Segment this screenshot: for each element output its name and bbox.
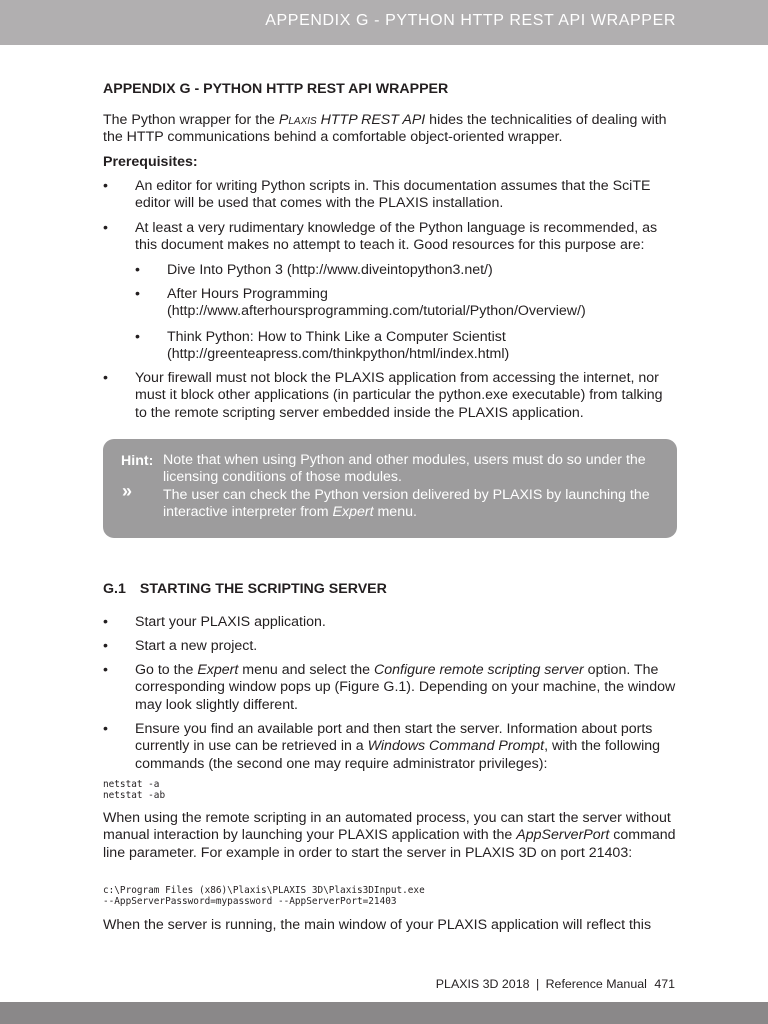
step-start-application: Start your PLAXIS application. — [135, 614, 326, 630]
prereq-item-firewall: Your firewall must not block the PLAXIS application from accessing the internet, nor must it block other applications (in particular the python.exe executable) from talking to the remote scripting server embedded inside the PLAXIS application. — [135, 370, 663, 421]
page-header-bar — [0, 0, 768, 45]
paragraph-server-running: When the server is running, the main window of your PLAXIS application will reflect this — [103, 917, 652, 933]
footer-separator: | — [535, 977, 540, 991]
list-item — [103, 220, 677, 256]
paragraph-app-server-port — [103, 810, 677, 862]
resource-title: Think Python: How to Think Like a Computer Scientist — [167, 329, 506, 345]
hint-text — [163, 452, 668, 522]
code-line: c:\Program Files (x86)\Plaxis\PLAXIS 3D\Plaxis3DInput.exe — [103, 885, 425, 896]
parameter-name: AppServerPort — [516, 827, 610, 844]
running-header-title: APPENDIX G - PYTHON HTTP REST API WRAPPER — [265, 12, 676, 29]
menu-name-expert: Expert — [197, 662, 239, 678]
menu-name-expert: Expert — [332, 504, 374, 521]
step-find-port — [135, 721, 677, 773]
bullet-icon: • — [103, 614, 108, 630]
footer-product: PLAXIS 3D 2018 — [435, 977, 530, 991]
step-text: Go to the — [135, 662, 198, 678]
section-title: STARTING THE SCRIPTING SERVER — [139, 581, 387, 597]
hint-box — [103, 439, 677, 538]
step-text: Ensure you find an available port and then start the server. Information about ports currently in use can be retrieved in a — [135, 721, 653, 755]
hint-label: Hint: — [121, 453, 154, 469]
paragraph-text: When using the remote scripting in an automated process, you can start the server without manual interaction by launching your PLAXIS application with the — [103, 810, 671, 844]
intro-brand: Plaxis — [278, 112, 317, 128]
list-item — [103, 614, 677, 632]
code-line: --AppServerPassword=mypassword --AppServerPort=21403 — [103, 896, 397, 907]
section-heading-g1 — [103, 581, 677, 598]
resource-title: After Hours Programming — [167, 286, 328, 302]
resource-url: (http://www.afterhoursprogramming.com/tutorial/Python/Overview/) — [167, 303, 586, 320]
option-name: Configure remote scripting server — [373, 662, 584, 678]
step-text: , with the following commands (the second one may require administrator privileges): — [135, 738, 661, 772]
intro-api-name: HTTP REST API — [316, 112, 426, 128]
bullet-icon: • — [103, 638, 108, 654]
command-prompt-name: Windows Command Prompt — [367, 738, 545, 755]
resource-url: (http://greenteapress.com/thinkpython/html/index.html) — [167, 346, 510, 363]
list-item — [103, 262, 677, 280]
double-chevron-icon: » — [122, 481, 133, 501]
intro-paragraph — [103, 112, 677, 147]
footer-manual-name: Reference Manual — [545, 977, 647, 991]
bullet-icon: • — [135, 329, 140, 345]
prereq-item-editor: An editor for writing Python scripts in. This documentation assumes that the SciTE editor will be used that comes with the PLAXIS installation. — [135, 178, 651, 212]
bullet-icon: • — [103, 662, 108, 678]
code-block-launch — [103, 885, 677, 907]
resource-think-python — [167, 329, 677, 364]
list-item — [103, 178, 677, 214]
code-line: netstat -ab — [103, 790, 166, 801]
bullet-icon: • — [103, 721, 108, 737]
step-text: menu and select the — [238, 662, 374, 678]
step-text: option. The corresponding window pops up (Figure G.1). Depending on your machine, the window may look slightly different. — [135, 662, 676, 713]
list-item — [103, 329, 677, 365]
prerequisites-heading: Prerequisites: — [103, 154, 198, 170]
hint-line: menu. — [373, 504, 417, 521]
list-item — [103, 662, 677, 716]
list-item — [103, 721, 677, 775]
list-item — [103, 638, 677, 656]
step-new-project: Start a new project. — [135, 638, 258, 654]
resource-after-hours — [167, 286, 677, 321]
intro-text-1: The Python wrapper for the — [103, 112, 279, 128]
bullet-icon: • — [103, 370, 108, 386]
page-number: 471 — [654, 977, 675, 991]
bullet-icon: • — [103, 178, 108, 194]
bullet-icon: • — [103, 220, 108, 236]
prereq-item-python-knowledge: At least a very rudimentary knowledge of the Python language is recommended, as this document makes no attempt to teach it. Good resources for this purpose are: — [135, 220, 658, 254]
page-footer — [436, 977, 675, 991]
step-expert-menu — [135, 662, 677, 714]
bullet-icon: • — [135, 262, 140, 278]
list-item — [103, 286, 677, 322]
section-number: G.1 — [103, 581, 126, 597]
code-line: netstat -a — [103, 779, 160, 790]
code-block-netstat — [103, 779, 677, 801]
hint-line: The user can check the Python version delivered by PLAXIS by launching the interactive interpreter from — [163, 486, 650, 521]
list-item — [103, 370, 677, 424]
resource-dive-into-python: Dive Into Python 3 (http://www.diveintopython3.net/) — [167, 262, 493, 278]
appendix-heading: APPENDIX G - PYTHON HTTP REST API WRAPPER — [103, 81, 449, 97]
page-footer-bar — [0, 1002, 768, 1024]
intro-text-2: hides the technicalities of dealing with the HTTP communications behind a comfortable object-oriented wrapper. — [103, 112, 667, 146]
paragraph-text: command line parameter. For example in order to start the server in PLAXIS 3D on port 21403: — [103, 827, 676, 861]
bullet-icon: • — [135, 286, 140, 302]
hint-line: Note that when using Python and other modules, users must do so under the licensing conditions of those modules. — [163, 452, 646, 486]
